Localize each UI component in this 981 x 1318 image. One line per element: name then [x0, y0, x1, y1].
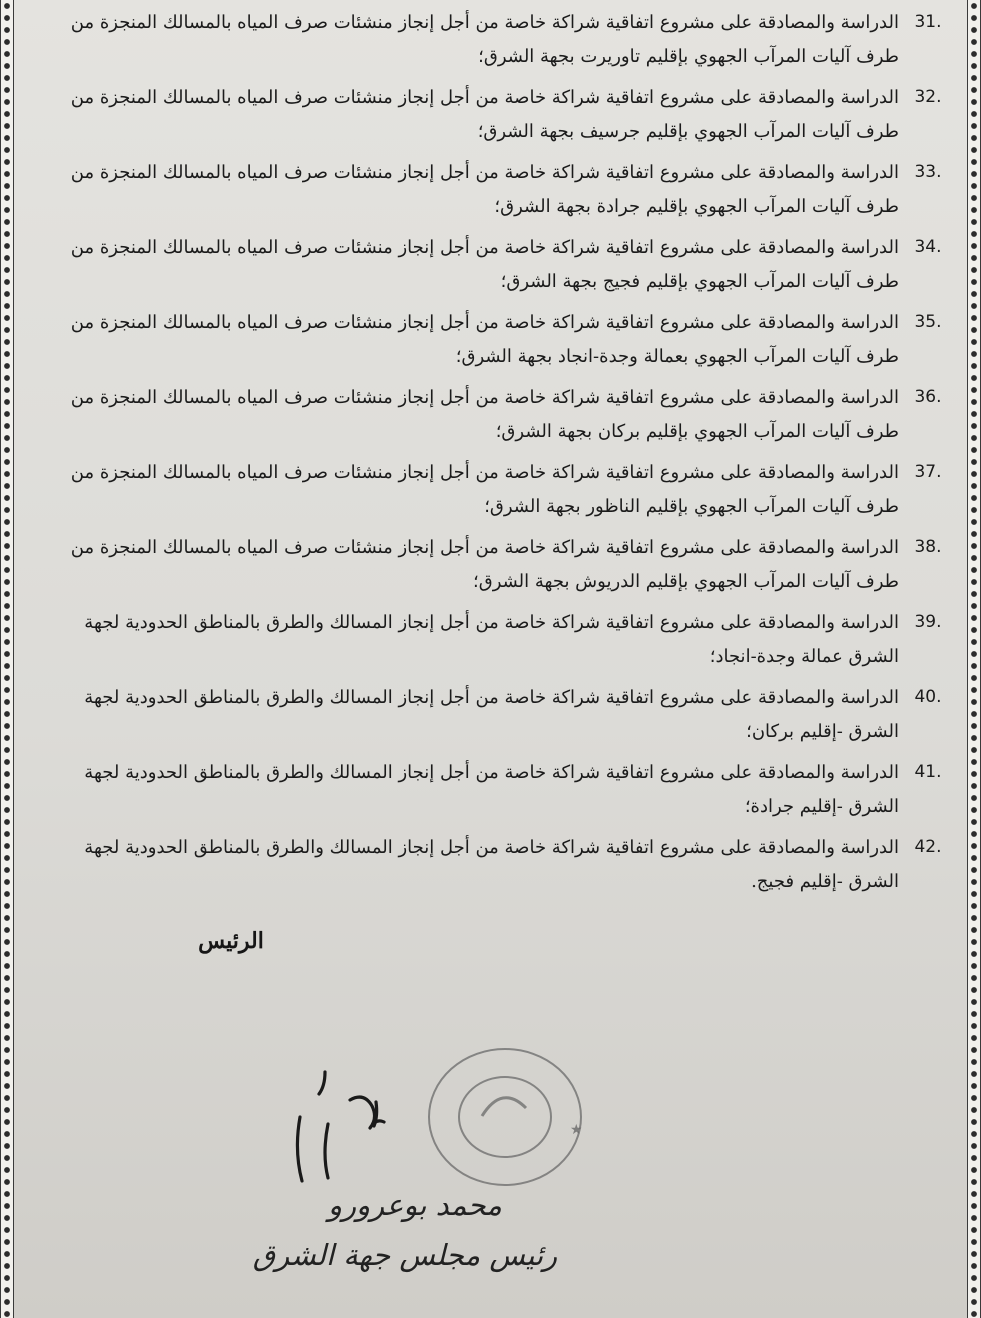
agenda-item-line2: طرف آليات المرآب الجهوي بإقليم الناظور بجهة الشرق؛	[484, 496, 899, 517]
agenda-item-line1: الدراسة والمصادقة على مشروع اتفاقية شراكة خاصة من أجل إنجاز منشئات صرف المياه بالمسالك المنجزة من	[70, 87, 899, 108]
agenda-items-list	[24, 6, 957, 906]
agenda-item-line2: الشرق -إقليم بركان؛	[746, 721, 899, 742]
agenda-item-number: 33.	[914, 162, 942, 182]
agenda-item	[24, 81, 957, 149]
agenda-item	[24, 606, 957, 674]
agenda-item-line2: طرف آليات المرآب الجهوي بإقليم جرسيف بجهة الشرق؛	[477, 121, 899, 142]
agenda-item-number: 38.	[914, 537, 942, 557]
agenda-item	[24, 531, 957, 599]
decorative-border-left	[0, 0, 14, 1318]
decorative-border-right	[967, 0, 981, 1318]
agenda-item-line1: الدراسة والمصادقة على مشروع اتفاقية شراكة خاصة من أجل إنجاز المسالك والطرق بالمناطق الحدودية لجهة	[84, 837, 899, 858]
agenda-item-line1: الدراسة والمصادقة على مشروع اتفاقية شراكة خاصة من أجل إنجاز منشئات صرف المياه بالمسالك المنجزة من	[70, 312, 899, 333]
handwritten-signature-mark	[280, 1062, 410, 1192]
agenda-item-line2: الشرق -إقليم فجيج.	[751, 871, 899, 892]
agenda-item-number: 31.	[914, 12, 942, 32]
agenda-item-text	[24, 456, 899, 524]
agenda-item-number: 35.	[914, 312, 942, 332]
agenda-item	[24, 231, 957, 299]
agenda-item-line2: طرف آليات المرآب الجهوي بعمالة وجدة-انجاد بجهة الشرق؛	[455, 346, 899, 367]
agenda-item-line2: الشرق عمالة وجدة-انجاد؛	[709, 646, 899, 667]
agenda-item-text	[24, 756, 899, 824]
agenda-item-line1: الدراسة والمصادقة على مشروع اتفاقية شراكة خاصة من أجل إنجاز منشئات صرف المياه بالمسالك المنجزة من	[70, 387, 899, 408]
agenda-item-text	[24, 531, 899, 599]
agenda-item	[24, 756, 957, 824]
agenda-item-line1: الدراسة والمصادقة على مشروع اتفاقية شراكة خاصة من أجل إنجاز منشئات صرف المياه بالمسالك المنجزة من	[70, 12, 899, 33]
agenda-item-line2: الشرق -إقليم جرادة؛	[744, 796, 899, 817]
agenda-item-line1: الدراسة والمصادقة على مشروع اتفاقية شراكة خاصة من أجل إنجاز منشئات صرف المياه بالمسالك المنجزة من	[70, 537, 899, 558]
agenda-item	[24, 831, 957, 899]
agenda-item	[24, 156, 957, 224]
agenda-item-number: 32.	[914, 87, 942, 107]
agenda-item-number: 41.	[914, 762, 942, 782]
agenda-item	[24, 6, 957, 74]
president-title: الرئيس	[198, 928, 264, 954]
agenda-item-line1: الدراسة والمصادقة على مشروع اتفاقية شراكة خاصة من أجل إنجاز المسالك والطرق بالمناطق الحدودية لجهة	[84, 762, 899, 783]
agenda-item-number: 37.	[914, 462, 942, 482]
agenda-item-line1: الدراسة والمصادقة على مشروع اتفاقية شراكة خاصة من أجل إنجاز منشئات صرف المياه بالمسالك المنجزة من	[70, 237, 899, 258]
agenda-item-text	[24, 156, 899, 224]
agenda-item-text	[24, 231, 899, 299]
agenda-item	[24, 681, 957, 749]
signer-name: محمد بوعرورو	[328, 1188, 502, 1222]
agenda-item-text	[24, 306, 899, 374]
agenda-item-line2: طرف آليات المرآب الجهوي بإقليم الدريوش بجهة الشرق؛	[473, 571, 899, 592]
agenda-item-text	[24, 681, 899, 749]
signer-role: رئيس مجلس جهة الشرق	[252, 1238, 558, 1272]
agenda-item-line2: طرف آليات المرآب الجهوي بإقليم تاوريرت بجهة الشرق؛	[478, 46, 899, 67]
agenda-item-line1: الدراسة والمصادقة على مشروع اتفاقية شراكة خاصة من أجل إنجاز منشئات صرف المياه بالمسالك المنجزة من	[70, 462, 899, 483]
agenda-item-number: 39.	[914, 612, 942, 632]
official-stamp-seal	[420, 1042, 590, 1192]
agenda-item-number: 36.	[914, 387, 942, 407]
agenda-item-text	[24, 6, 899, 74]
agenda-item-number: 40.	[914, 687, 942, 707]
agenda-item-number: 42.	[914, 837, 942, 857]
agenda-item-text	[24, 381, 899, 449]
agenda-item-line2: طرف آليات المرآب الجهوي بإقليم فجيج بجهة الشرق؛	[500, 271, 899, 292]
agenda-item	[24, 306, 957, 374]
agenda-item-line1: الدراسة والمصادقة على مشروع اتفاقية شراكة خاصة من أجل إنجاز المسالك والطرق بالمناطق الحدودية لجهة	[84, 687, 899, 708]
agenda-item-line1: الدراسة والمصادقة على مشروع اتفاقية شراكة خاصة من أجل إنجاز منشئات صرف المياه بالمسالك المنجزة من	[70, 162, 899, 183]
agenda-item	[24, 456, 957, 524]
agenda-item-line2: طرف آليات المرآب الجهوي بإقليم جرادة بجهة الشرق؛	[494, 196, 899, 217]
agenda-item-text	[24, 81, 899, 149]
agenda-item	[24, 381, 957, 449]
agenda-item-text	[24, 831, 899, 899]
agenda-item-line2: طرف آليات المرآب الجهوي بإقليم بركان بجهة الشرق؛	[495, 421, 899, 442]
agenda-item-line1: الدراسة والمصادقة على مشروع اتفاقية شراكة خاصة من أجل إنجاز المسالك والطرق بالمناطق الحدودية لجهة	[84, 612, 899, 633]
svg-text:★: ★	[570, 1122, 583, 1138]
agenda-item-number: 34.	[914, 237, 942, 257]
agenda-item-text	[24, 606, 899, 674]
